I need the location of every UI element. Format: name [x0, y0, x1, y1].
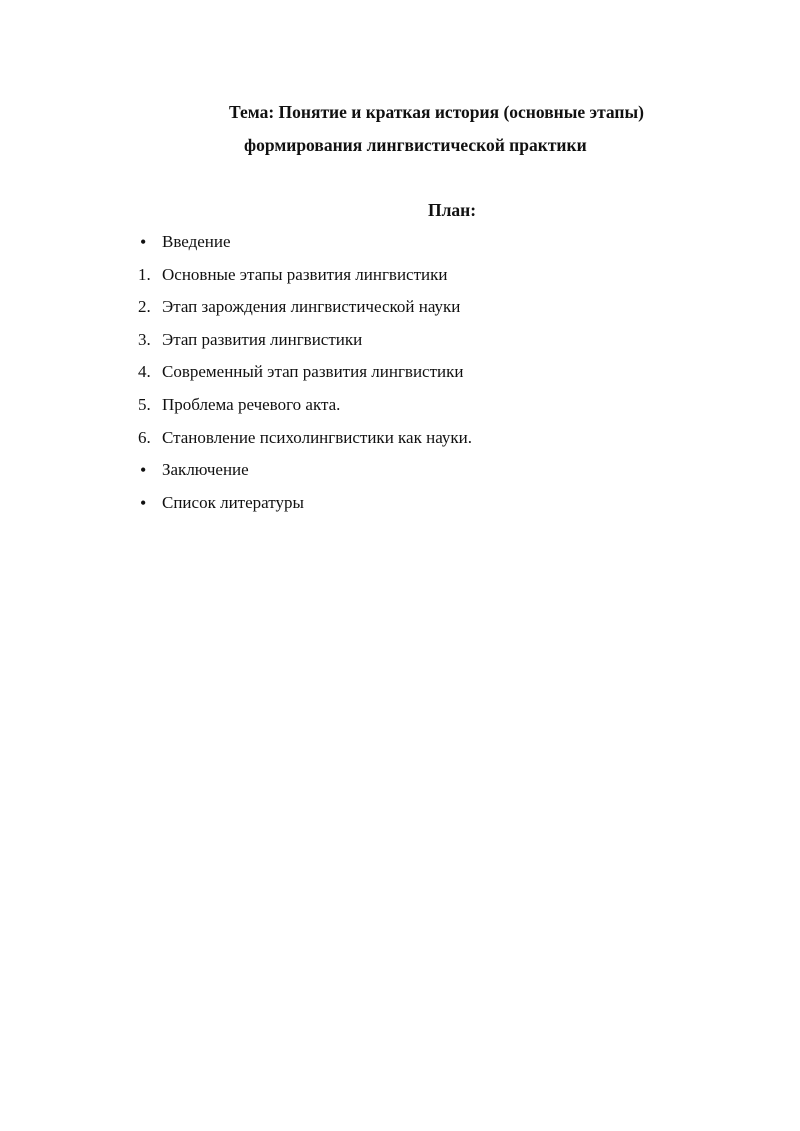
plan-item-text: Список литературы [162, 492, 304, 512]
number-marker: 6. [138, 427, 151, 447]
document-title-line-1: Тема: Понятие и краткая история (основные этапы) [229, 102, 645, 122]
plan-item-text: Заключение [162, 460, 249, 480]
number-marker: 2. [138, 297, 151, 317]
bullet-marker: • [140, 232, 147, 252]
number-marker: 1. [138, 264, 151, 284]
number-marker: 5. [138, 394, 151, 414]
document-title-line-2: формирования лингвистической практики [244, 135, 587, 155]
plan-item-text: Этап развития лингвистики [162, 329, 363, 349]
plan-item-text: Проблема речевого акта. [162, 394, 341, 414]
number-marker: 4. [138, 362, 151, 382]
plan-item-text: Этап зарождения лингвистической науки [162, 297, 461, 317]
plan-item-text: Основные этапы развития лингвистики [162, 264, 448, 284]
plan-item-text: Становление психолингвистики как науки. [162, 427, 472, 447]
bullet-marker: • [140, 492, 147, 513]
plan-item-text: Современный этап развития лингвистики [162, 362, 464, 382]
plan-item-text: Введение [162, 232, 231, 251]
bullet-marker: • [140, 460, 147, 481]
plan-heading: План: [428, 200, 477, 220]
number-marker: 3. [138, 329, 151, 349]
